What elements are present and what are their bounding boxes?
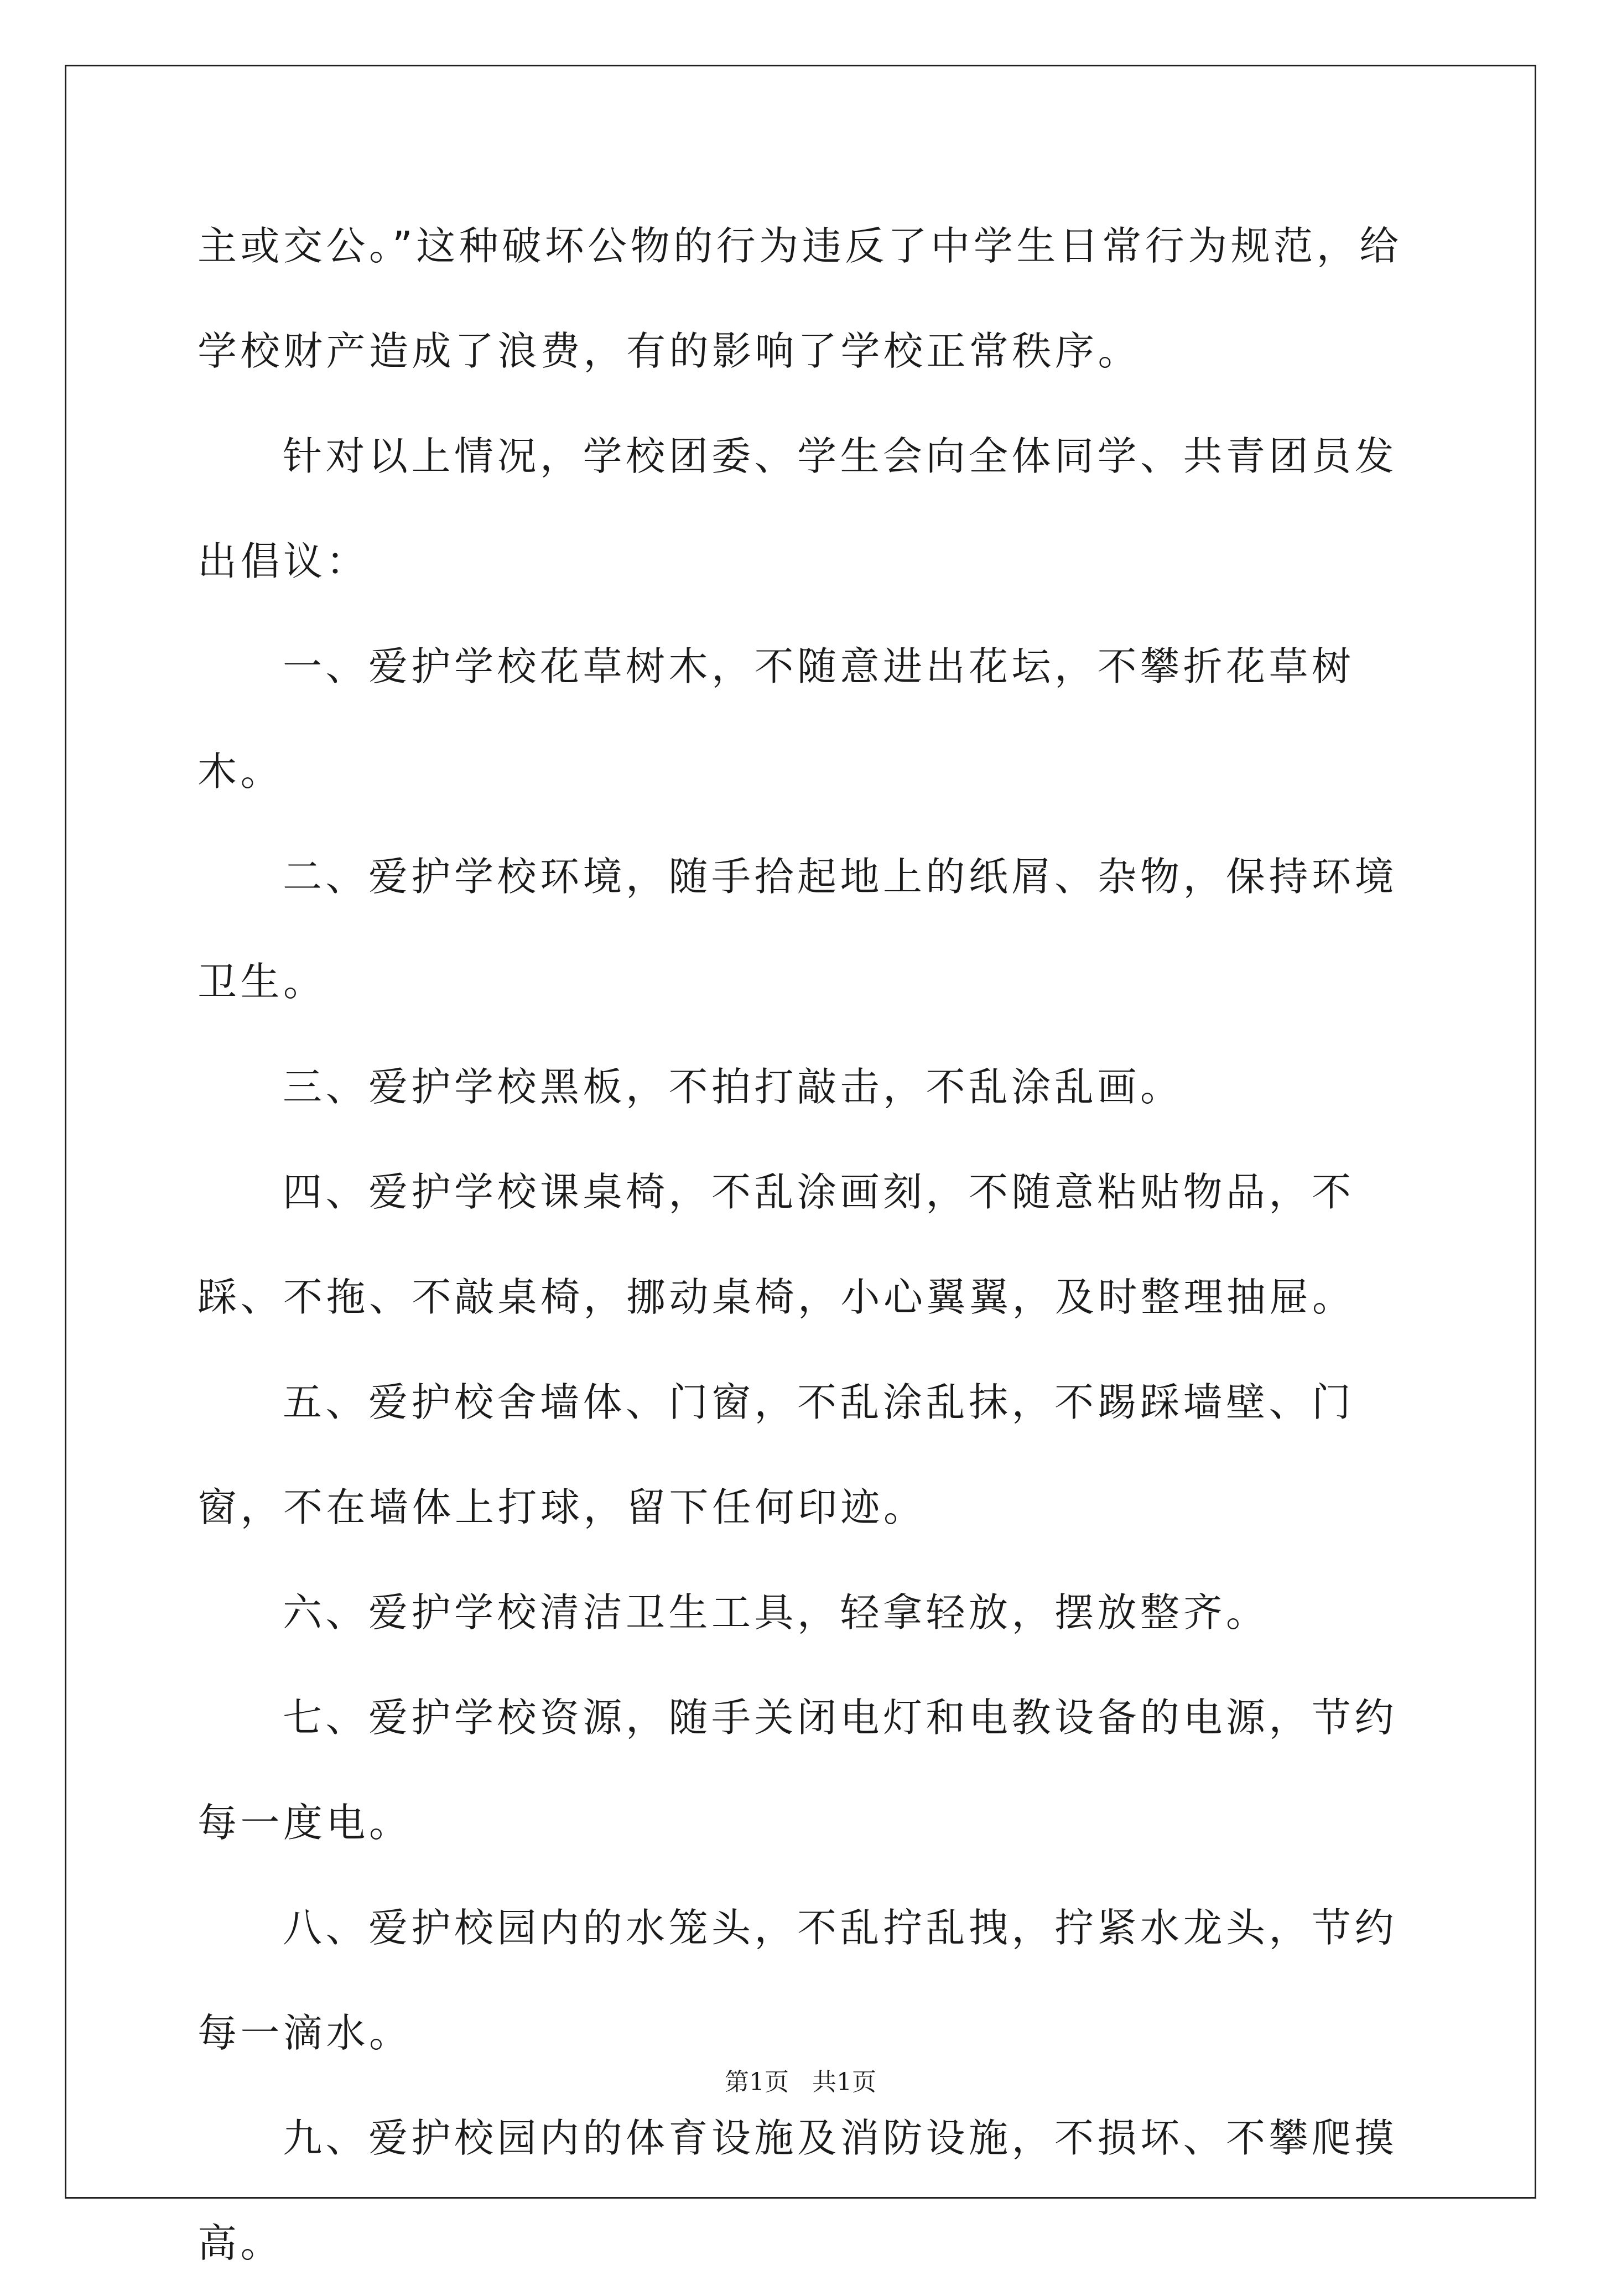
paragraph-continuation: 主或交公。”这种破坏公物的行为违反了中学生日常行为规范，给学校财产造成了浪费，有的影响了学校正常秩序。 bbox=[197, 223, 1402, 374]
paragraph-item-7: 七、爱护学校资源，随手关闭电灯和电教设备的电源，节约每一度电。 bbox=[197, 1695, 1398, 1846]
paragraph-item-5: 五、爱护校舍墙体、门窗，不乱涂乱抹，不踢踩墙壁、门窗，不在墙体上打球，留下任何印迹。 bbox=[197, 1379, 1355, 1530]
page-number: 第1页 bbox=[725, 2068, 789, 2096]
paragraph-item-8: 八、爱护校园内的水笼头，不乱拧乱拽，拧紧水龙头，节约每一滴水。 bbox=[197, 1905, 1398, 2056]
paragraph-item-3: 三、爱护学校黑板，不拍打敲击，不乱涂乱画。 bbox=[283, 1064, 1183, 1110]
paragraph-proposal-intro: 针对以上情况，学校团委、学生会向全体同学、共青团员发出倡议： bbox=[197, 433, 1398, 584]
paragraph-item-4: 四、爱护学校课桌椅，不乱涂画刻，不随意粘贴物品，不踩、不拖、不敲桌椅，挪动桌椅，小心翼翼，及时整理抽屉。 bbox=[197, 1169, 1355, 1320]
document-body bbox=[197, 194, 1415, 2296]
page-total: 共1页 bbox=[812, 2068, 876, 2096]
paragraph-item-2: 二、爱护学校环境，随手拾起地上的纸屑、杂物，保持环境卫生。 bbox=[197, 854, 1398, 1005]
paragraph-item-1: 一、爱护学校花草树木，不随意进出花坛，不攀折花草树木。 bbox=[197, 643, 1355, 794]
paragraph-item-6: 六、爱护学校清洁卫生工具，轻拿轻放，摆放整齐。 bbox=[283, 1589, 1269, 1635]
page-footer bbox=[0, 2062, 1601, 2097]
paragraph-item-9: 九、爱护校园内的体育设施及消防设施，不损坏、不攀爬摸高。 bbox=[197, 2115, 1398, 2266]
